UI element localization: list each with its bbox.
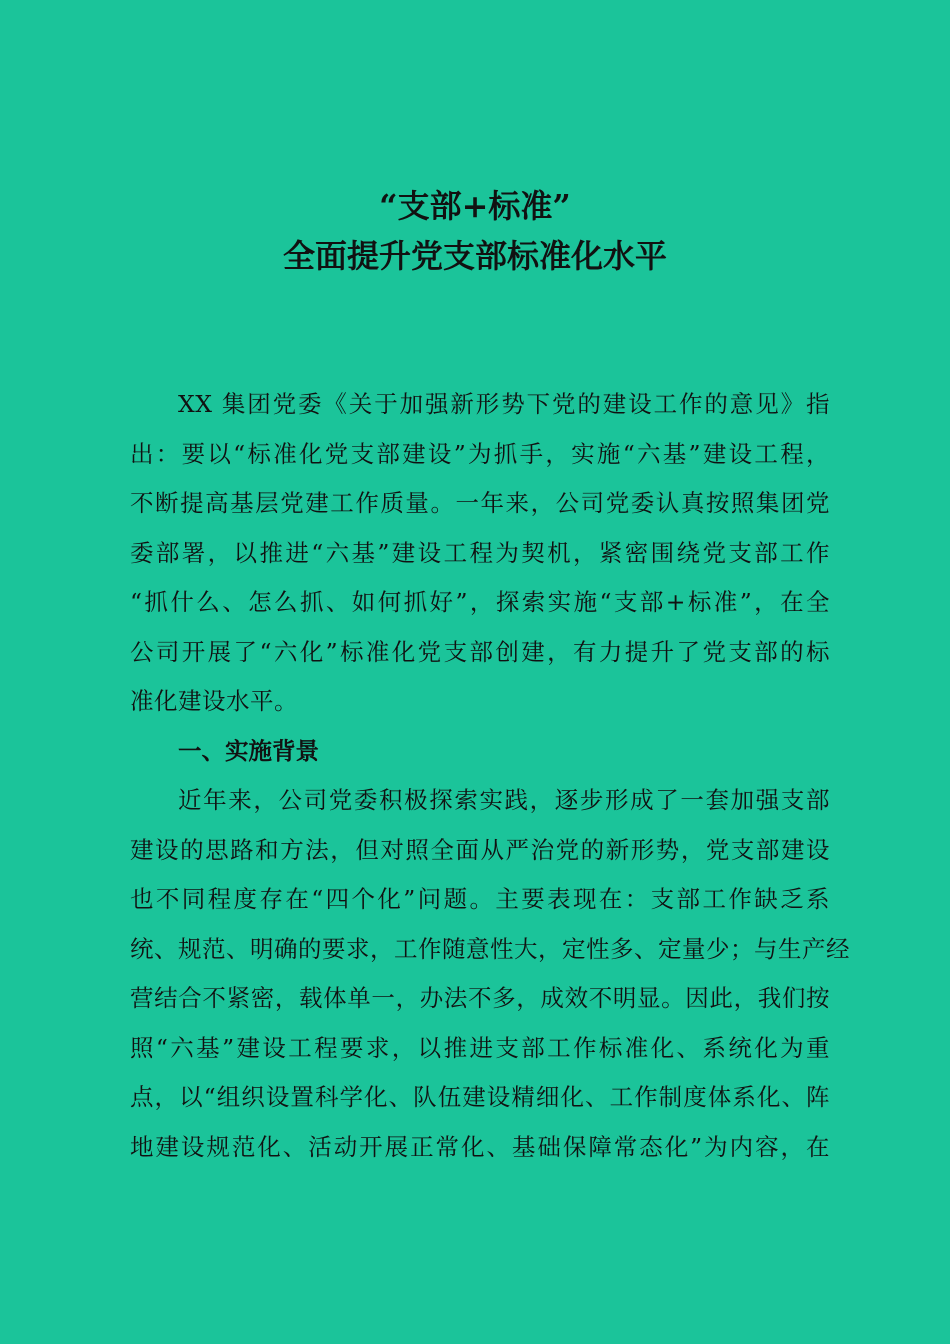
- paragraph-2-line: 照“六基”建设工程要求，以推进支部工作标准化、系统化为重: [130, 1033, 830, 1062]
- paragraph-1-line: 委部署，以推进“六基”建设工程为契机，紧密围绕党支部工作: [130, 538, 830, 567]
- paragraph-1-line: XX 集团党委《关于加强新形势下党的建设工作的意见》指: [178, 390, 830, 418]
- paragraph-1-line: 公司开展了“六化”标准化党支部创建，有力提升了党支部的标: [130, 637, 830, 666]
- paragraph-2-line: 地建设规范化、活动开展正常化、基础保障常态化”为内容，在: [130, 1132, 830, 1161]
- paragraph-2-line: 点，以“组织设置科学化、队伍建设精细化、工作制度体系化、阵: [130, 1083, 830, 1111]
- paragraph-2-line: 统、规范、明确的要求，工作随意性大，定性多、定量少；与生产经: [130, 934, 850, 963]
- paragraph-2-line: 营结合不紧密，载体单一，办法不多，成效不明显。因此，我们按: [130, 984, 830, 1012]
- paragraph-1-line: “抓什么、怎么抓、如何抓好”，探索实施“支部+标准”，在全: [130, 588, 830, 616]
- paragraph-1-line: 准化建设水平。: [130, 687, 298, 715]
- document-body: [130, 380, 850, 1172]
- paragraph-1-line: 出：要以“标准化党支部建设”为抓手，实施“六基”建设工程，: [130, 439, 830, 468]
- paragraph-2-line: 也不同程度存在“四个化”问题。主要表现在：支部工作缺乏系: [130, 885, 830, 913]
- section-heading: 一、实施背景: [178, 736, 319, 765]
- title-line-2: 全面提升党支部标准化水平: [282, 237, 667, 275]
- title-line-1: “支部+标准”: [379, 187, 571, 225]
- paragraph-2-line: 近年来，公司党委积极探索实践，逐步形成了一套加强支部: [178, 786, 830, 814]
- paragraph-1-line: 不断提高基层党建工作质量。一年来，公司党委认真按照集团党: [130, 489, 830, 517]
- paragraph-2-line: 建设的思路和方法，但对照全面从严治党的新形势，党支部建设: [130, 835, 830, 864]
